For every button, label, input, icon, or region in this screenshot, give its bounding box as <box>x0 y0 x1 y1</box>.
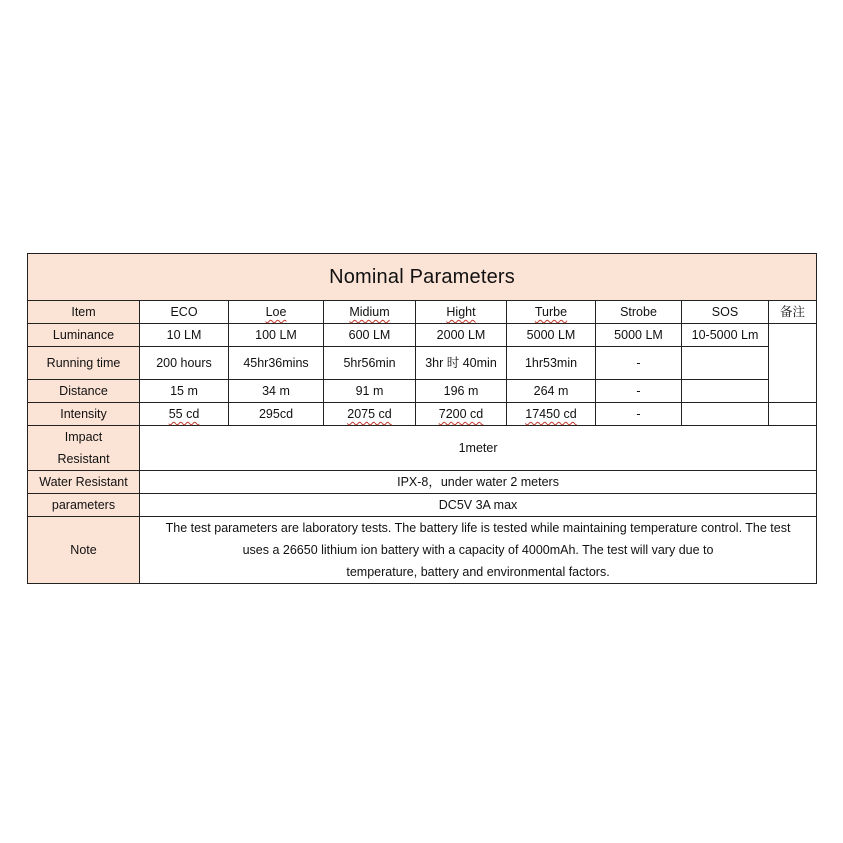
table-cell: 100 LM <box>229 324 324 347</box>
table-cell: 34 m <box>229 380 324 403</box>
note-line-2: uses a 26650 lithium ion battery with a capacity of 4000mAh. The test will vary due to <box>242 543 714 557</box>
table-cell: 2000 LM <box>416 324 507 347</box>
header-row <box>28 301 817 324</box>
parameters-label: parameters <box>28 494 140 517</box>
header-high: Hight <box>416 301 507 324</box>
header-turbo: Turbe <box>507 301 596 324</box>
table-cell: 7200 cd <box>416 403 507 426</box>
impact-label-line2: Resistant <box>57 452 110 466</box>
table-cell: 55 cd <box>140 403 229 426</box>
running-time-row <box>28 347 817 380</box>
note-line-1: The test parameters are laboratory tests. The battery life is tested while maintaining temperature control. The test <box>165 521 791 535</box>
table-cell <box>769 403 817 426</box>
note-row <box>28 517 817 584</box>
table-cell: 17450 cd <box>507 403 596 426</box>
header-low: Loe <box>229 301 324 324</box>
table-cell: - <box>596 347 682 380</box>
impact-value: 1meter <box>140 426 817 471</box>
table-title: Nominal Parameters <box>28 254 817 301</box>
header-eco: ECO <box>140 301 229 324</box>
impact-label <box>28 426 140 471</box>
table-cell <box>682 347 769 380</box>
table-cell: 15 m <box>140 380 229 403</box>
table-cell: 91 m <box>324 380 416 403</box>
impact-label-line1: Impact <box>64 430 103 444</box>
table-cell: 45hr36mins <box>229 347 324 380</box>
table-cell: 5000 LM <box>507 324 596 347</box>
table-cell <box>682 403 769 426</box>
table-cell: 10 LM <box>140 324 229 347</box>
table-cell: 1hr53min <box>507 347 596 380</box>
header-strobe: Strobe <box>596 301 682 324</box>
table-cell: 295cd <box>229 403 324 426</box>
running-time-label: Running time <box>28 347 140 380</box>
table-cell: 264 m <box>507 380 596 403</box>
nominal-parameters-table <box>27 253 817 584</box>
note-line-3: temperature, battery and environmental factors. <box>346 565 610 579</box>
distance-label: Distance <box>28 380 140 403</box>
table-cell: 196 m <box>416 380 507 403</box>
intensity-label: Intensity <box>28 403 140 426</box>
table-cell: - <box>596 403 682 426</box>
parameters-row <box>28 494 817 517</box>
table-cell: 5000 LM <box>596 324 682 347</box>
table-cell <box>682 380 769 403</box>
header-medium: Midium <box>324 301 416 324</box>
distance-row <box>28 380 817 403</box>
parameters-value: DC5V 3A max <box>140 494 817 517</box>
table-cell: 3hr 时 40min <box>416 347 507 380</box>
header-sos: SOS <box>682 301 769 324</box>
table-cell: 200 hours <box>140 347 229 380</box>
water-row <box>28 471 817 494</box>
title-row <box>28 254 817 301</box>
luminance-row <box>28 324 817 347</box>
header-remark: 备注 <box>769 301 817 324</box>
water-label: Water Resistant <box>28 471 140 494</box>
table-cell: 10-5000 Lm <box>682 324 769 347</box>
table-cell: - <box>596 380 682 403</box>
impact-row <box>28 426 817 471</box>
water-value: IPX-8，under water 2 meters <box>140 471 817 494</box>
luminance-label: Luminance <box>28 324 140 347</box>
remark-cell <box>769 324 817 403</box>
note-value <box>140 517 817 584</box>
table-cell: 600 LM <box>324 324 416 347</box>
table-cell: 2075 cd <box>324 403 416 426</box>
intensity-row <box>28 403 817 426</box>
header-item: Item <box>28 301 140 324</box>
table-cell: 5hr56min <box>324 347 416 380</box>
note-label: Note <box>28 517 140 584</box>
